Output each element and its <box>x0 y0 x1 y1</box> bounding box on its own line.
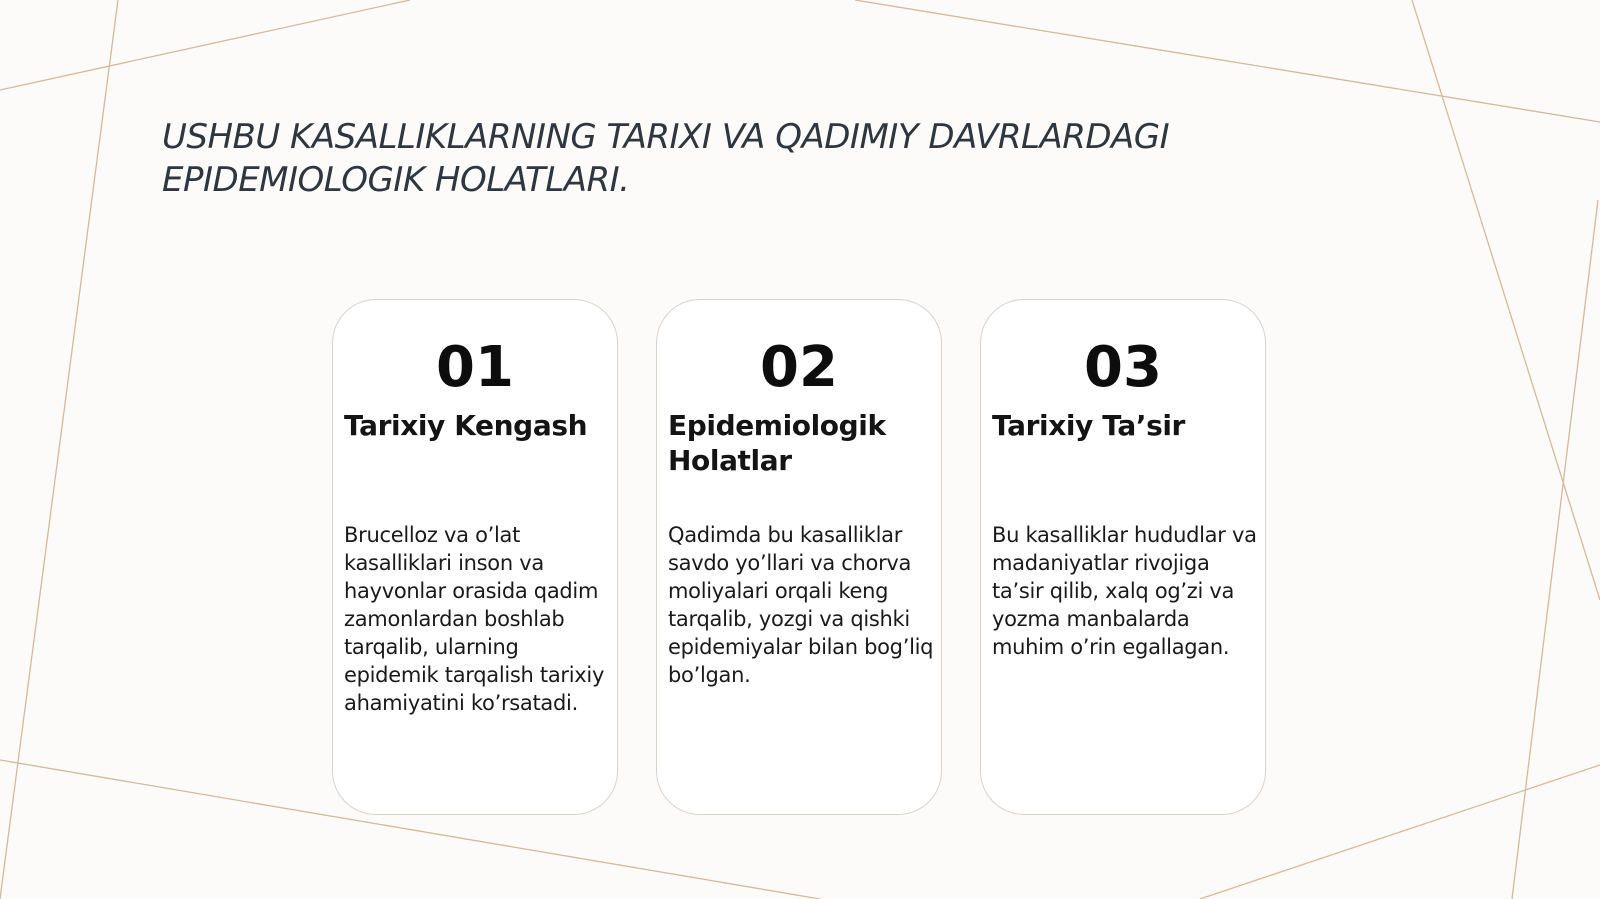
card-heading: Epidemiologik Holatlar <box>668 409 886 477</box>
deco-line <box>855 0 1600 122</box>
card-number: 03 <box>1084 335 1162 400</box>
slide-title: USHBU KASALLIKLARNING TARIXI VA QADIMIY DAVRLARDAGI EPIDEMIOLOGIK HOLATLARI. <box>162 117 1170 200</box>
deco-line <box>0 0 410 90</box>
card-historical-impact <box>980 299 1266 815</box>
card-text: Bu kasalliklar hududlar va madaniyatlar rivojiga ta’sir qilib, xalq og’zi va yozma manbalarda muhim o’rin egallagan. <box>992 523 1257 659</box>
card-number: 02 <box>760 335 838 400</box>
card-heading: Tarixiy Ta’sir <box>992 409 1185 442</box>
deco-line <box>0 0 118 899</box>
deco-line <box>1512 200 1598 899</box>
card-text: Qadimda bu kasalliklar savdo yo’llari va chorva moliyalari orqali keng tarqalib, yozgi va qishki epidemiyalar bilan bog’liq bo’lgan. <box>668 523 934 687</box>
card-historical-council <box>332 299 618 815</box>
card-heading: Tarixiy Kengash <box>344 409 588 442</box>
card-text: Brucelloz va o’lat kasalliklari inson va hayvonlar orasida qadim zamonlardan boshlab tarqalib, ularning epidemik tarqalish tarixiy ahamiyatini ko’rsatadi. <box>344 523 605 715</box>
card-number: 01 <box>436 335 514 400</box>
deco-line <box>1412 0 1600 600</box>
card-epidemiological-situations <box>656 299 942 815</box>
